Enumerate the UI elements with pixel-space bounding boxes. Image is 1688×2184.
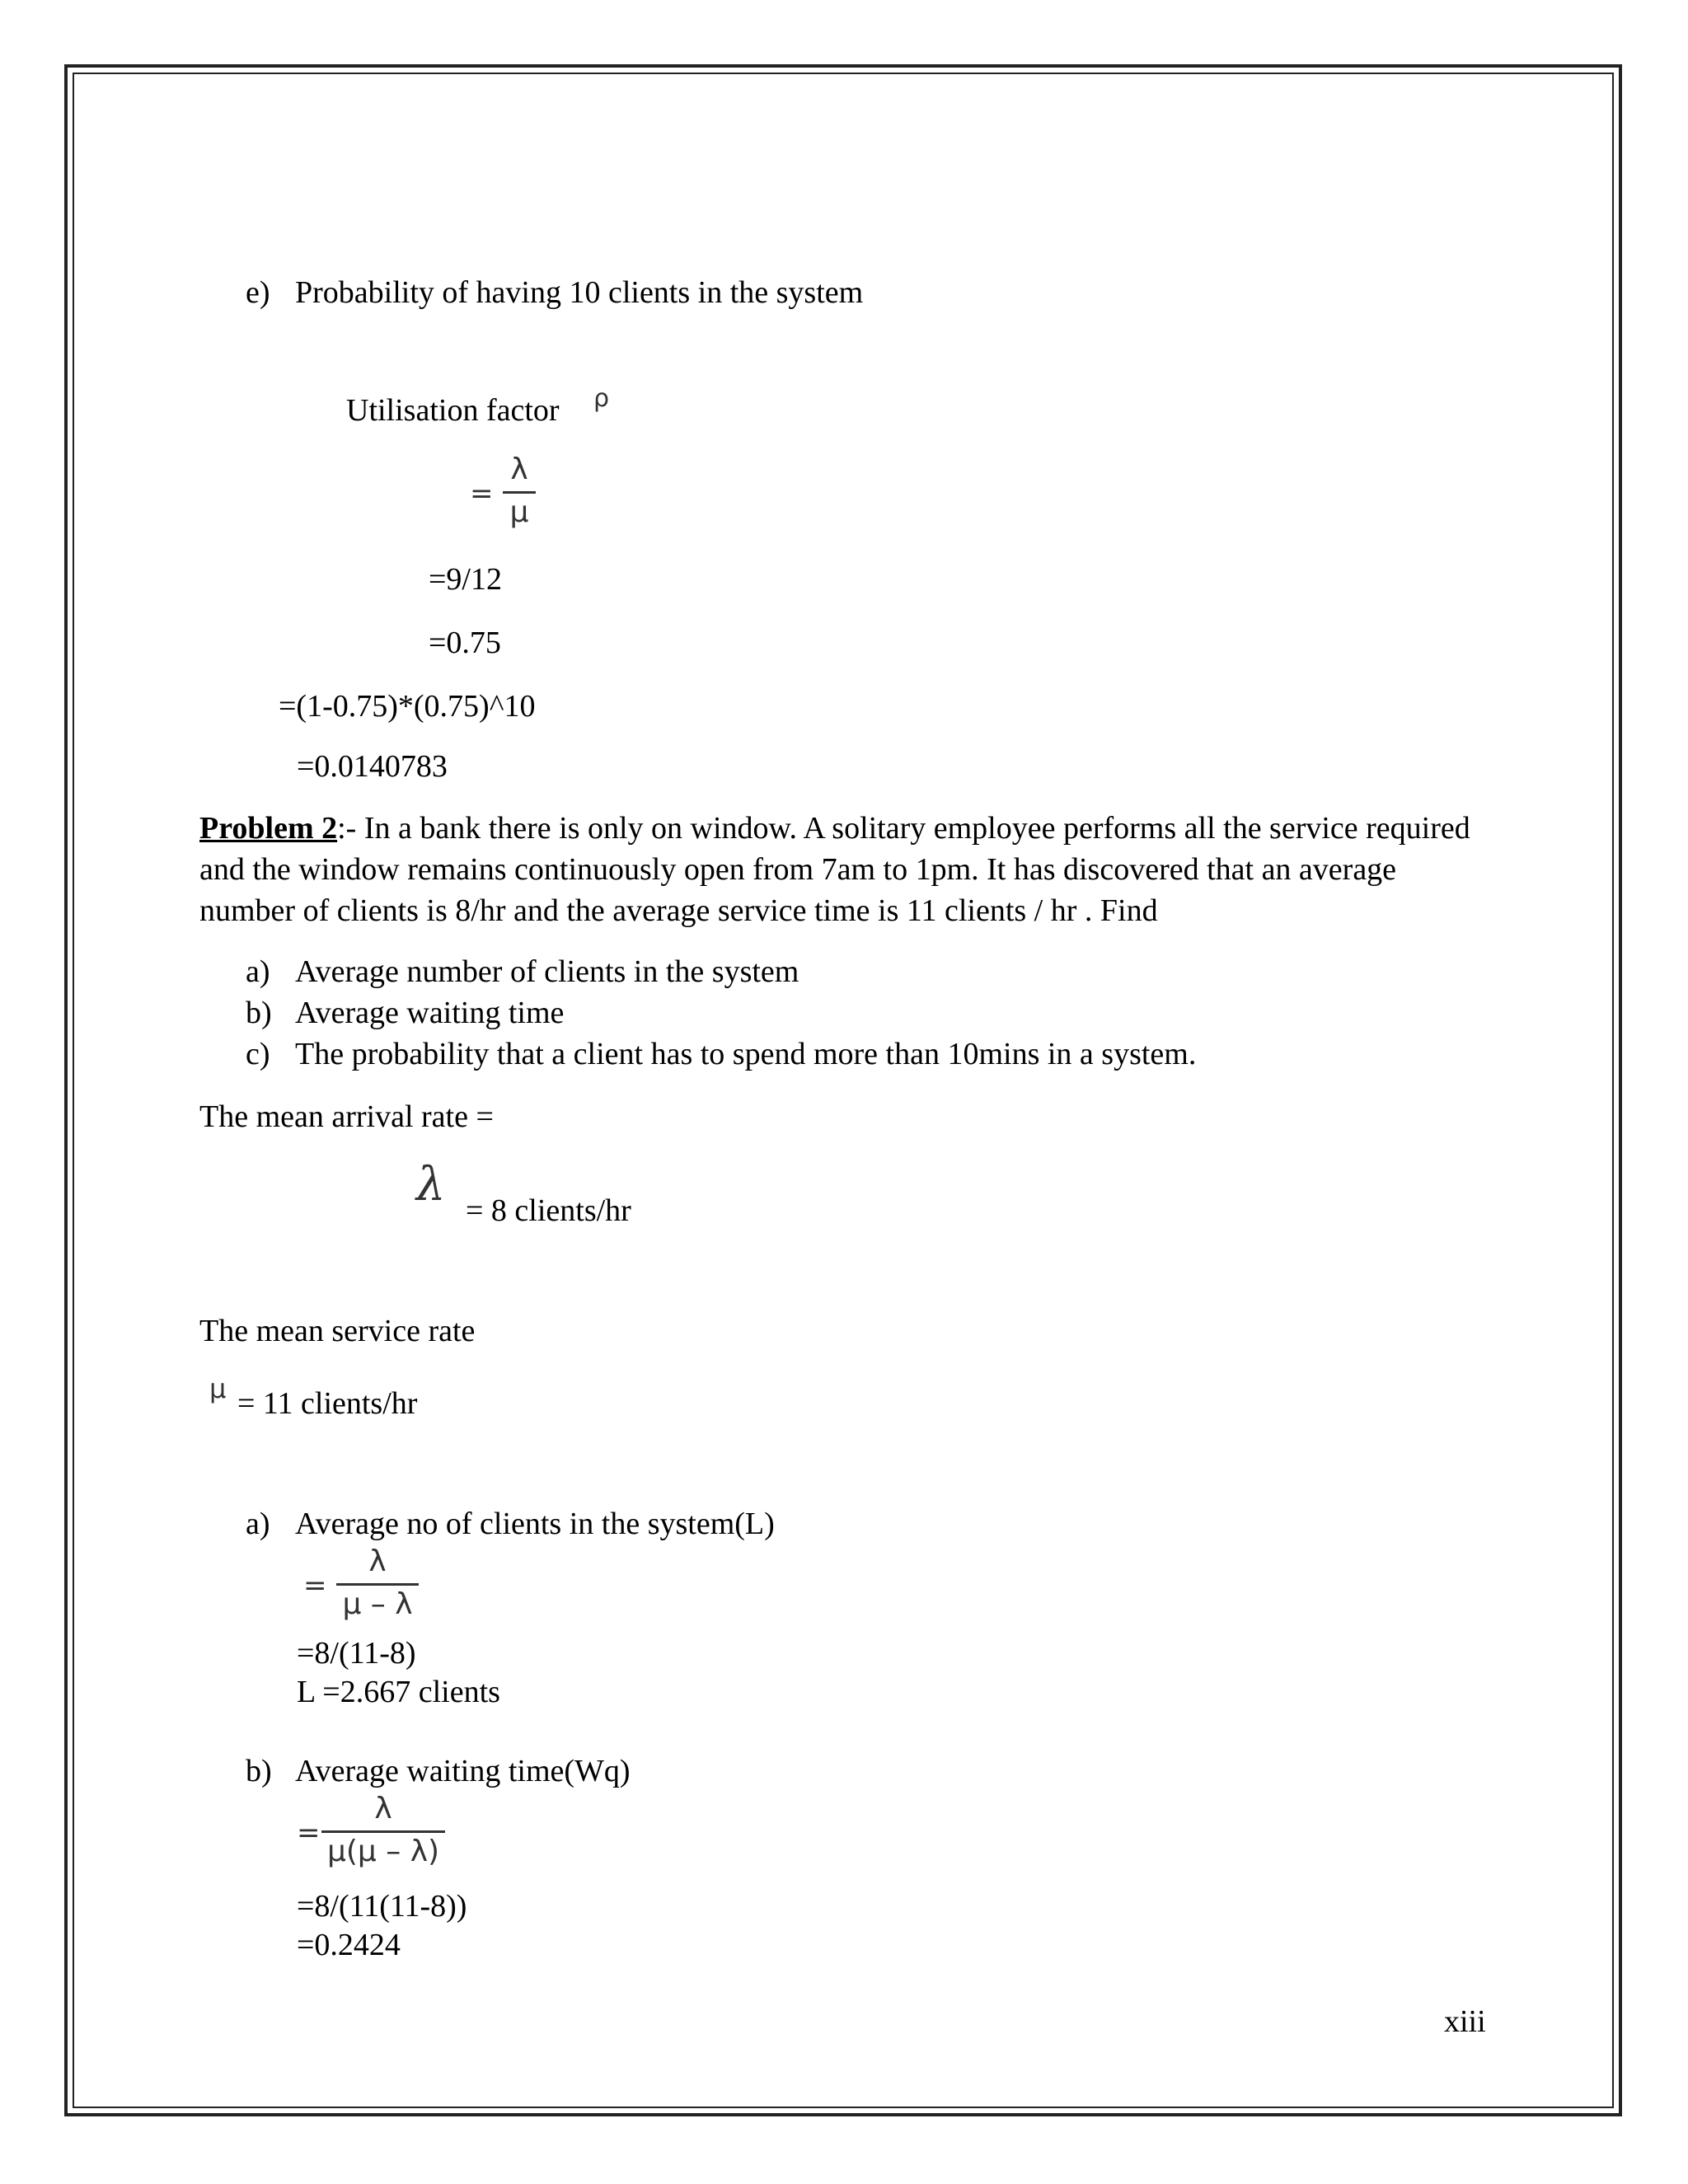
question-b: b) Average waiting time (246, 996, 565, 1030)
arrival-value: = 8 clients/hr (466, 1193, 631, 1228)
question-a: a) Average number of clients in the system (246, 954, 799, 989)
question-c: c) The probability that a client has to spend more than 10mins in a system. (246, 1037, 1197, 1071)
fraction-bar (336, 1583, 419, 1586)
answer-b-heading: b) Average waiting time(Wq) (246, 1754, 631, 1788)
service-label: The mean service rate (199, 1314, 476, 1348)
fraction-bar (321, 1830, 445, 1833)
problem-2-intro: :- In a bank there is only on window. A solitary employee performs all the service required and the window remains continuously open from 7am to 1pm. It has discovered that an average number of clients is 8/hr and the average service time is 11 clients / hr . Find (199, 811, 1470, 928)
step-e-4: =0.0140783 (297, 749, 448, 784)
step-e-1: =9/12 (429, 562, 502, 597)
part-e-text: Probability of having 10 clients in the system (295, 275, 864, 310)
fraction-bar (503, 491, 536, 494)
rho-symbol: ρ (593, 384, 610, 413)
step-e-3: =(1-0.75)*(0.75)^10 (279, 689, 536, 724)
utilisation-label: Utilisation factor (346, 393, 560, 428)
service-value: = 11 clients/hr (237, 1386, 418, 1421)
step-a-1: =8/(11-8) (297, 1636, 416, 1671)
lambda-symbol: λ (416, 1158, 446, 1212)
mu-symbol: μ (209, 1373, 227, 1404)
part-e-label: e) (246, 275, 270, 310)
answer-a-heading: a) Average no of clients in the system(L) (246, 1507, 775, 1541)
step-b-1: =8/(11(11-8)) (297, 1889, 467, 1924)
formula-numerator: λ (510, 452, 528, 486)
step-b-2: =0.2424 (297, 1928, 401, 1962)
formula-equals: = (470, 477, 494, 510)
step-e-2: =0.75 (429, 626, 501, 660)
problem-2-paragraph (199, 808, 1485, 931)
page-number: xiii (1444, 2004, 1486, 2039)
arrival-label: The mean arrival rate = (199, 1099, 494, 1134)
part-e-heading (246, 274, 863, 313)
problem-2-title: Problem 2 (199, 811, 338, 846)
step-a-2: L =2.667 clients (297, 1675, 500, 1709)
page-border-inner (73, 73, 1614, 2108)
formula-denominator: μ (509, 495, 529, 529)
